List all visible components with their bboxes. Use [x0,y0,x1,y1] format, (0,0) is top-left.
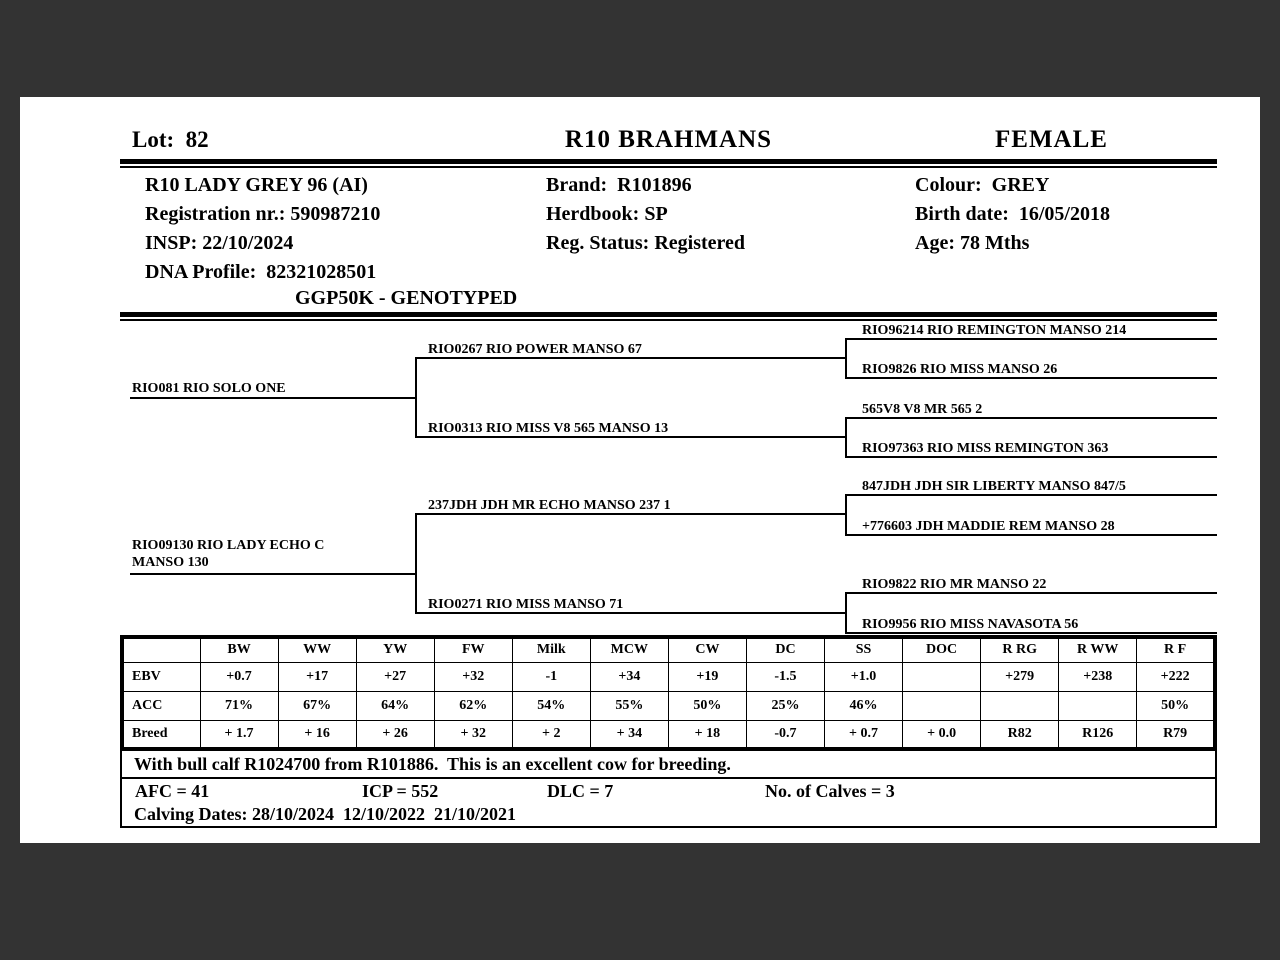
pedigree-ggp-6: +776603 JDH MADDIE REM MANSO 28 [862,519,1115,534]
pedigree-ggp-1: RIO96214 RIO REMINGTON MANSO 214 [862,323,1127,338]
pedigree-line [845,494,1217,496]
ebv-section [120,635,1217,828]
birth-date: Birth date: 16/05/2018 [915,203,1110,225]
info-column-left [145,171,380,287]
info-divider-rule [120,312,1217,321]
calves-count-stat: No. of Calves = 3 [765,781,895,801]
ebv-cell: -1.5 [746,662,824,691]
pedigree-ggp-7: RIO9822 RIO MR MANSO 22 [862,577,1047,592]
ebv-header-row [122,637,1215,662]
afc-stat: AFC = 41 [135,781,210,801]
acc-cell: 54% [512,691,590,720]
ebv-cell: +1.0 [825,662,903,691]
acc-row-label: ACC [122,691,200,720]
brand: Brand: R101896 [546,174,692,196]
acc-cell: 55% [590,691,668,720]
ebv-header-doc: DOC [903,637,981,662]
ebv-header-rf: R F [1137,637,1215,662]
ebv-cell [903,662,981,691]
pedigree-sire-dam: RIO0313 RIO MISS V8 565 MANSO 13 [428,421,669,436]
pedigree-connector-line [845,494,847,536]
pedigree-connector-line [845,592,847,634]
breed-cell: R79 [1137,720,1215,749]
ebv-row [122,662,1215,691]
pedigree-line [845,534,1217,536]
dna-profile: DNA Profile: 82321028501 [145,261,377,283]
ebv-header-yw: YW [356,637,434,662]
ebv-header-cw: CW [668,637,746,662]
breed-cell: -0.7 [746,720,824,749]
info-column-middle [546,171,745,258]
ebv-cell: -1 [512,662,590,691]
lot-number: Lot: 82 [132,127,209,152]
acc-cell: 64% [356,691,434,720]
info-column-right [915,171,1110,258]
registration-status: Reg. Status: Registered [546,232,746,254]
footer-box [120,751,1217,828]
pedigree-ggp-2: RIO9826 RIO MISS MANSO 26 [862,362,1058,377]
breed-cell: + 0.7 [825,720,903,749]
acc-cell: 46% [825,691,903,720]
breed-cell: + 0.0 [903,720,981,749]
ebv-header-fw: FW [434,637,512,662]
catalog-page [20,97,1260,843]
pedigree-connector-line [845,338,847,379]
icp-stat: ICP = 552 [362,781,439,801]
pedigree-ggp-5: 847JDH JDH SIR LIBERTY MANSO 847/5 [862,479,1126,494]
pedigree-line [415,612,845,614]
pedigree-line [130,573,417,575]
acc-cell [1059,691,1137,720]
ebv-cell: +34 [590,662,668,691]
acc-cell [981,691,1059,720]
acc-cell: 50% [1137,691,1215,720]
acc-cell: 62% [434,691,512,720]
acc-cell: 67% [278,691,356,720]
ebv-cell: +238 [1059,662,1137,691]
breed-cell: + 26 [356,720,434,749]
breed-cell: + 16 [278,720,356,749]
inspection-date: INSP: 22/10/2024 [145,232,294,254]
ebv-cell: +279 [981,662,1059,691]
ebv-header-rrg: R RG [981,637,1059,662]
pedigree-line [415,513,845,515]
fertility-stats-row [122,779,1215,804]
pedigree-sire-sire: RIO0267 RIO POWER MANSO 67 [428,342,642,357]
breed-cell: + 18 [668,720,746,749]
herdbook: Herdbook: SP [546,203,668,225]
ebv-row-label: EBV [122,662,200,691]
colour: Colour: GREY [915,174,1050,196]
ebv-header-dc: DC [746,637,824,662]
ebv-table [120,635,1217,751]
breed-cell: R126 [1059,720,1137,749]
calving-dates: Calving Dates: 28/10/2024 12/10/2022 21/10/2021 [134,804,516,824]
pedigree-connector-line [415,513,417,614]
ebv-cell: +17 [278,662,356,691]
pedigree-line [845,456,1217,458]
ebv-cell: +0.7 [200,662,278,691]
breed-row [122,720,1215,749]
ebv-header-ss: SS [825,637,903,662]
acc-row [122,691,1215,720]
breed-cell: + 34 [590,720,668,749]
pedigree-dam-sire: 237JDH JDH MR ECHO MANSO 237 1 [428,498,671,513]
sex-label: FEMALE [995,126,1108,153]
ebv-cell: +32 [434,662,512,691]
breeding-note: With bull calf R1024700 from R101886. This is an excellent cow for breeding. [122,751,1215,779]
dlc-stat: DLC = 7 [547,781,614,801]
header-divider-rule [120,159,1217,168]
acc-cell [903,691,981,720]
pedigree-line [845,377,1217,379]
ebv-header-rww: R WW [1059,637,1137,662]
breed-cell: + 32 [434,720,512,749]
ebv-cell: +27 [356,662,434,691]
pedigree-connector-line [415,357,417,438]
acc-cell: 50% [668,691,746,720]
pedigree-ggp-4: RIO97363 RIO MISS REMINGTON 363 [862,441,1109,456]
pedigree-line [130,397,417,399]
pedigree-line [845,632,1217,634]
pedigree-sire: RIO081 RIO SOLO ONE [132,381,286,396]
acc-cell: 71% [200,691,278,720]
breed-cell: + 1.7 [200,720,278,749]
pedigree-connector-line [845,417,847,458]
acc-cell: 25% [746,691,824,720]
age: Age: 78 Mths [915,232,1030,254]
ebv-header-milk: Milk [512,637,590,662]
registration-number: Registration nr.: 590987210 [145,203,381,225]
ebv-cell: +19 [668,662,746,691]
breed-row-label: Breed [122,720,200,749]
pedigree-line [845,338,1217,340]
breed-cell: + 2 [512,720,590,749]
ebv-header-ww: WW [278,637,356,662]
pedigree-dam: RIO09130 RIO LADY ECHO C MANSO 130 [132,538,325,570]
ebv-header-blank [122,637,200,662]
breed-cell: R82 [981,720,1059,749]
pedigree-line [845,417,1217,419]
pedigree-ggp-3: 565V8 V8 MR 565 2 [862,402,983,417]
pedigree-ggp-8: RIO9956 RIO MISS NAVASOTA 56 [862,617,1079,632]
genotype-label: GGP50K - GENOTYPED [295,287,518,309]
pedigree-line [845,592,1217,594]
ebv-cell: +222 [1137,662,1215,691]
page-title: R10 BRAHMANS [564,126,773,153]
ebv-header-bw: BW [200,637,278,662]
ebv-header-mcw: MCW [590,637,668,662]
animal-name: R10 LADY GREY 96 (AI) [145,174,368,196]
pedigree-line [415,436,845,438]
pedigree-dam-dam: RIO0271 RIO MISS MANSO 71 [428,597,624,612]
pedigree-line [415,357,845,359]
